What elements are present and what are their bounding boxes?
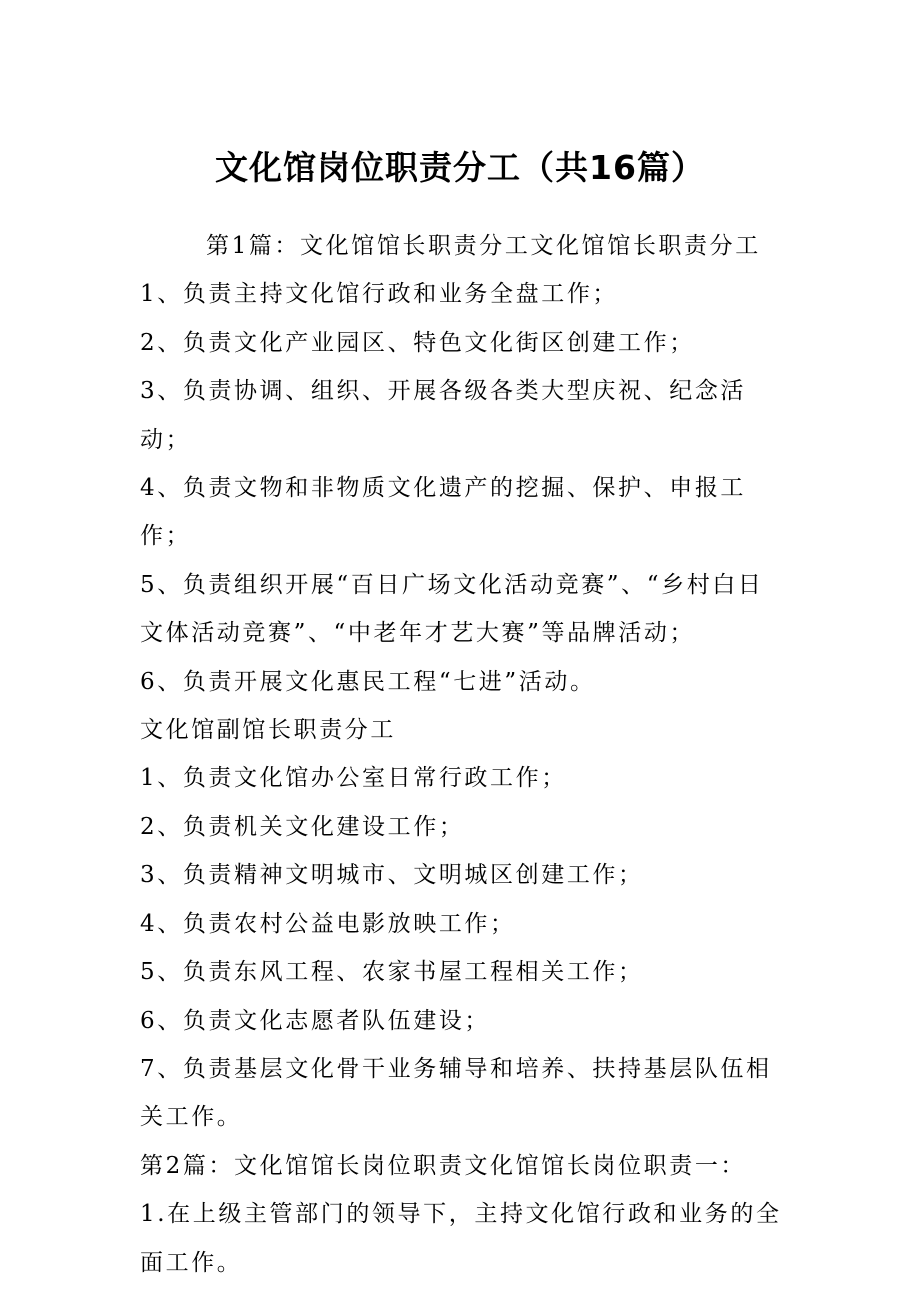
list-item: 3、负责协调、组织、开展各级各类大型庆祝、纪念活动； [140,378,747,453]
list-item: 1.在上级主管部门的领导下，主持文化馆行政和业务的全面工作。 [140,1201,782,1276]
section-heading-2: 第2篇：文化馆馆长岗位职责文化馆馆长岗位职责一： [140,1152,747,1179]
document-body [140,222,784,1287]
list-item: 1、负责主持文化馆行政和业务全盘工作； [140,281,619,308]
list-item: 7、负责基层文化骨干业务辅导和培养、扶持基层队伍相关工作。 [140,1055,772,1131]
list-item: 4、负责农村公益电影放映工作； [140,910,516,937]
document-title: 文化馆岗位职责分工（共16篇） [215,148,705,187]
list-item: 6、负责开展文化惠民工程“七进”活动。 [140,668,596,695]
list-item: 5、负责组织开展“百日广场文化活动竞赛”、“乡村白日文体活动竞赛”、“中老年才艺大赛”等品牌活动； [140,571,764,647]
list-item: 2、负责机关文化建设工作； [140,813,465,840]
list-item: 6、负责文化志愿者队伍建设； [140,1007,491,1034]
list-item: 2、负责文化产业园区、特色文化街区创建工作； [140,329,695,356]
list-item: 1、负责文化馆办公室日常行政工作； [140,765,567,792]
subsection-heading: 文化馆副馆长职责分工 [140,717,396,744]
list-item: 5、负责东风工程、农家书屋工程相关工作； [140,959,644,986]
list-item: 4、负责文物和非物质文化遗产的挖掘、保护、申报工作； [140,475,747,550]
section-heading-1: 第1篇：文化馆馆长职责分工文化馆馆长职责分工 [206,233,761,259]
list-item: 3、负责精神文明城市、文明城区创建工作； [140,862,644,889]
